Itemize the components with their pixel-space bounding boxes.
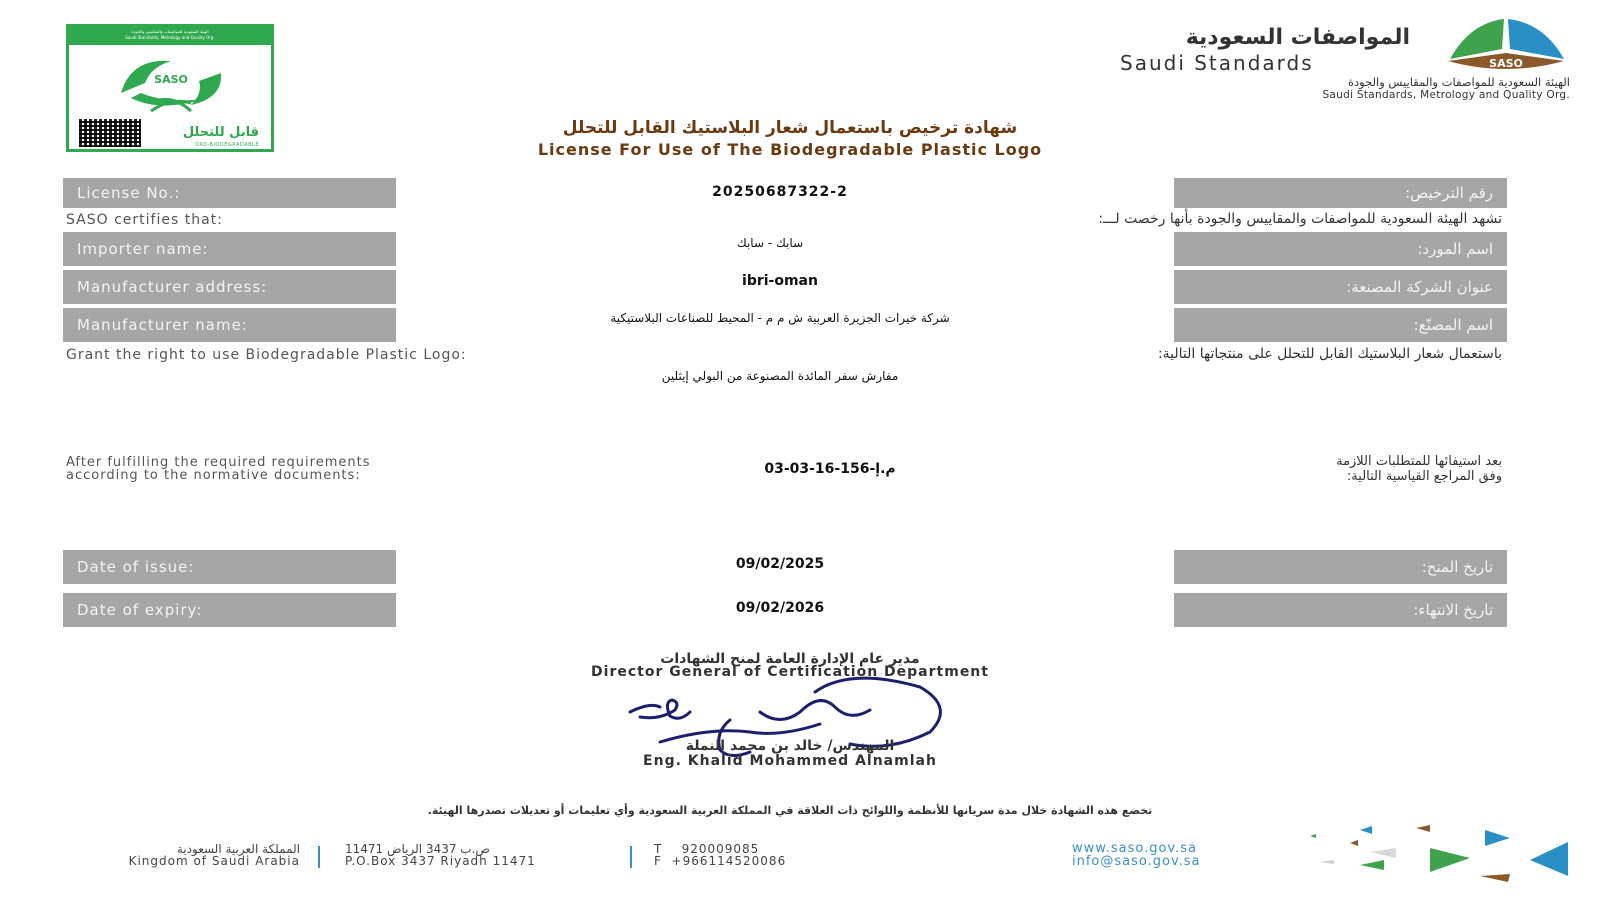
org-fullname-en: Saudi Standards, Metrology and Quality Org. [1322,89,1570,101]
footer-contact [1072,842,1201,868]
certificate-title-en: License For Use of The Biodegradable Plastic Logo [537,140,1043,159]
license-no-value: 20250687322-2 [712,184,848,200]
license-no-label-en: License No.: [63,178,396,208]
footer-country: المملكة العربية السعودية Kingdom of Saudi Arabia [128,842,300,868]
mfr-address-label-en: Manufacturer address: [63,270,396,304]
grant-text-en: Grant the right to use Biodegradable Plastic Logo: [66,347,467,363]
expiry-date-label-ar: تاريخ الانتهاء: [1174,593,1507,627]
badge-label-en: OXO-BIODEGRADABLE [195,142,259,148]
certifies-text-en: SASO certifies that: [66,212,223,228]
issue-date-value: 09/02/2025 [735,556,825,572]
validity-disclaimer: تخضع هذه الشهادة خلال مدة سريانها للأنظمة واللوائح ذات العلاقة في المملكة العربية السعودية وأي تعليمات أو تعديلات تصدرها الهيئة. [427,804,1153,817]
product-value: مفارش سفر المائدة المصنوعة من البولي إيثلين [661,369,899,383]
signatory-name-en: Eng. Khalid Mohammed Alnamlah [643,753,937,769]
license-no-label-ar: رقم الترخيص: [1174,178,1507,208]
email-link[interactable]: info@saso.gov.sa [1072,854,1201,869]
recycle-leaf-icon [111,53,231,113]
mfr-address-label-ar: عنوان الشركة المصنعة: [1174,270,1507,304]
importer-label-ar: اسم المورد: [1174,232,1507,266]
expiry-date-label-en: Date of expiry: [63,593,396,627]
mfr-address-value: ibri-oman [742,273,818,289]
importer-value: سابك - سابك [736,236,804,250]
website-link[interactable]: www.saso.gov.sa [1072,841,1197,856]
footer-divider [630,846,632,868]
org-name-en: Saudi Standards [1120,51,1314,75]
footer-divider [318,846,320,868]
requirements-text-ar: بعد استيفائها للمتطلبات اللازمة وفق المراجع القياسية التالية: [1336,454,1502,484]
signatory-name-ar: المهندس/ خالد بن محمد النملة [685,738,895,754]
expiry-date-value: 09/02/2026 [735,600,825,616]
decorative-triangles-icon [1300,820,1568,890]
signatory-title-ar: مدير عام الإدارة العامة لمنح الشهادات [660,651,920,667]
svg-text:SASO: SASO [1489,57,1523,70]
issue-date-label-ar: تاريخ المنح: [1174,550,1507,584]
signatory-title-en: Director General of Certification Department [591,664,989,680]
badge-header: الهيئة السعودية للمواصفات والمقاييس والجودة Saudi Standards, Metrology and Quality Org. [69,27,271,45]
org-name-ar: المواصفات السعودية [1185,25,1410,50]
mfr-name-label-en: Manufacturer name: [63,308,396,342]
org-fullname-ar: الهيئة السعودية للمواصفات والمقاييس والجودة [1348,75,1570,89]
requirements-text-en: After fulfilling the required requirements according to the normative documents: [66,455,371,483]
importer-label-en: Importer name: [63,232,396,266]
grant-text-ar: باستعمال شعار البلاستيك القابل للتحلل على منتجاتها التالية: [1157,346,1502,362]
certificate-title-ar: شهادة ترخيص باستعمال شعار البلاستيك القابل للتحلل [562,118,1018,138]
certifies-text-ar: تشهد الهيئة السعودية للمواصفات والمقاييس والجودة بأنها رخصت لـــ: [1098,211,1502,227]
normative-reference-value: م.إ-156-16-03-03 [764,461,896,477]
svg-text:SASO: SASO [154,73,188,86]
mfr-name-value: شركة خيرات الجزيرة العربية ش م م - المحيط للصناعات البلاستيكية [610,311,950,325]
footer-address: ص.ب 3437 الرياض 11471 P.O.Box 3437 Riyadh 11471 [345,842,536,868]
badge-label-ar: قابل للتحلل [182,125,259,140]
footer-phone: T 920009085 F +966114520086 [654,842,787,868]
issue-date-label-en: Date of issue: [63,550,396,584]
saso-logo-block [1110,15,1570,105]
mfr-name-label-ar: اسم المصنّع: [1174,308,1507,342]
saso-emblem-icon [1440,15,1570,71]
